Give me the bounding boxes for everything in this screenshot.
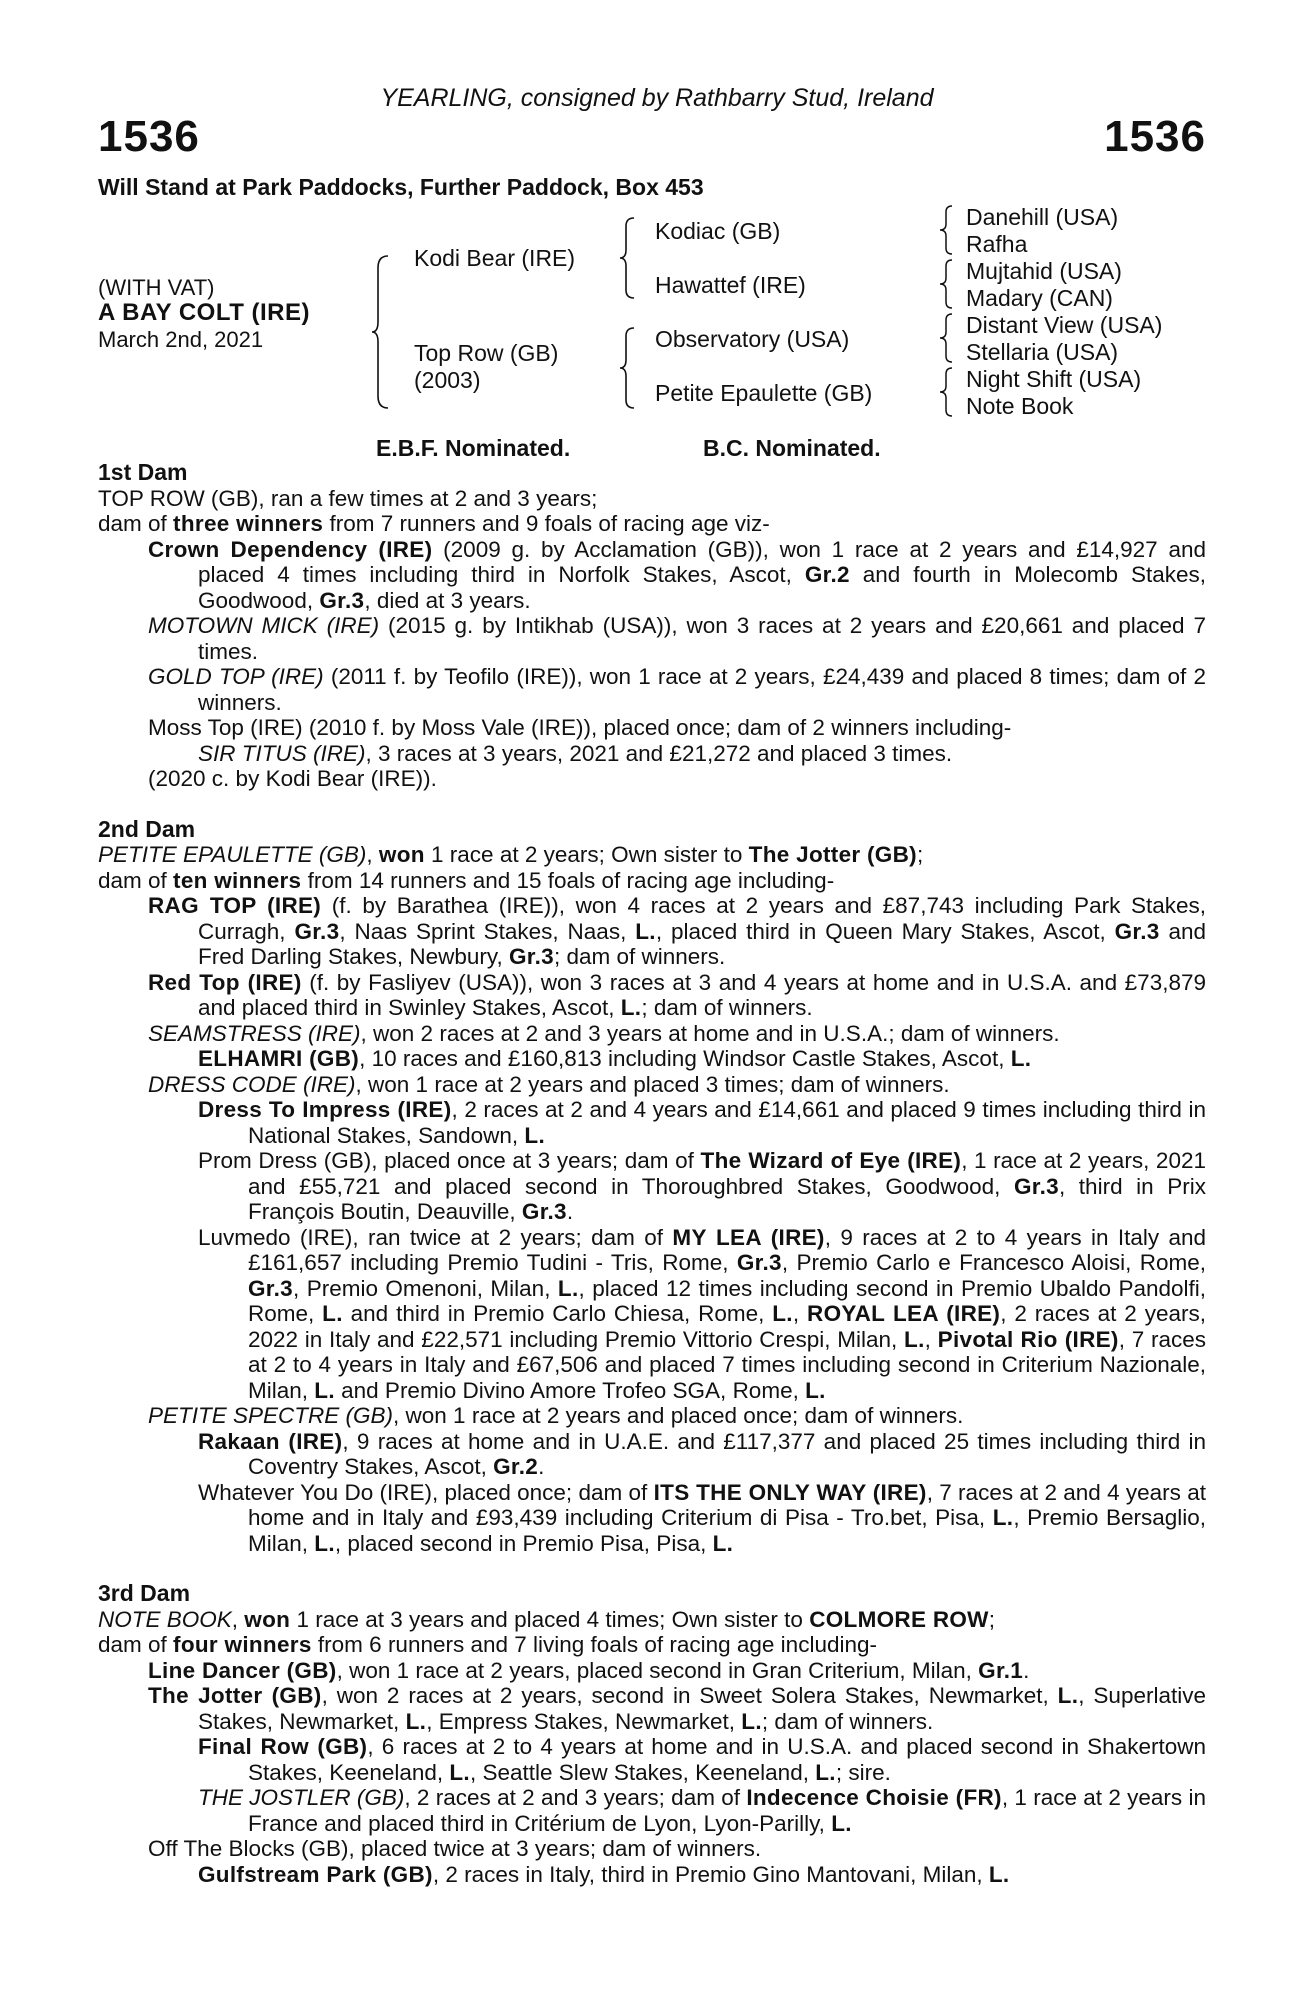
text-run: , 7 races at 2 to 4 years in Italy and £67,506 and placed 7 times including second in Criterium Nazionale, Milan, bbox=[248, 1326, 1206, 1403]
bold-text: L. bbox=[1010, 1046, 1032, 1071]
text-run: and Premio Divino Amore Trofeo SGA, Rome, bbox=[334, 1377, 806, 1403]
text-run: , 9 races at home and in U.A.E. and £117,377 and placed 25 times including third in Coventry Stakes, Ascot, bbox=[248, 1428, 1206, 1479]
bold-text: Rakaan (IRE) bbox=[198, 1428, 343, 1454]
record-entry bbox=[148, 1658, 1206, 1684]
record-entry bbox=[148, 1836, 1206, 1862]
bold-text: L. bbox=[1057, 1683, 1079, 1708]
text-run: , Empress Stakes, Newmarket, bbox=[426, 1708, 742, 1734]
bold-text: ten winners bbox=[173, 867, 302, 893]
bold-text: Indecence Choisie (FR) bbox=[746, 1785, 1002, 1810]
dam-name: Top Row (GB) bbox=[414, 340, 559, 366]
record-entry bbox=[198, 1429, 1206, 1480]
bold-text: L. bbox=[815, 1759, 836, 1785]
lot-number-left: 1536 bbox=[98, 112, 200, 161]
dam-foaling-year: (2003) bbox=[414, 367, 481, 393]
text-run: . bbox=[1023, 1657, 1030, 1683]
bc-nomination: B.C. Nominated. bbox=[703, 435, 881, 461]
bold-text: L. bbox=[831, 1810, 852, 1836]
text-run: , 2 races at 2 years, 2022 in Italy and £22,571 including Premio Vittorio Crespi, Milan, bbox=[248, 1301, 1206, 1352]
dam-dam-name: Petite Epaulette (GB) bbox=[655, 380, 873, 406]
bold-text: Line Dancer (GB) bbox=[148, 1657, 337, 1683]
italic-text: NOTE BOOK bbox=[98, 1606, 232, 1632]
text-run: TOP ROW (GB), ran a few times at 2 and 3 years; bbox=[98, 485, 598, 511]
bold-text: L. bbox=[524, 1122, 546, 1148]
text-run: , bbox=[366, 842, 379, 867]
text-run: , third in Prix François Boutin, Deauville, bbox=[248, 1173, 1206, 1224]
text-run: (2020 c. by Kodi Bear (IRE)). bbox=[148, 766, 437, 791]
grandparent-2: Rafha bbox=[966, 231, 1028, 257]
bold-text: Gr.3 bbox=[508, 944, 554, 969]
text-run: from 6 runners and 7 living foals of racing age including- bbox=[311, 1632, 877, 1657]
bold-text: Gr.3 bbox=[248, 1275, 293, 1301]
text-run: . bbox=[566, 1199, 574, 1224]
text-run: dam of bbox=[98, 867, 174, 893]
bracket-main bbox=[372, 254, 392, 410]
text-run: ; sire. bbox=[835, 1759, 891, 1785]
bold-text: L. bbox=[805, 1377, 826, 1403]
text-run: and third in Premio Carlo Chiesa, Rome, bbox=[342, 1301, 773, 1326]
record-entry bbox=[148, 893, 1206, 970]
bold-text: The Wizard of Eye (IRE) bbox=[700, 1148, 962, 1173]
bold-text: L. bbox=[322, 1301, 343, 1326]
record-entry bbox=[148, 970, 1206, 1021]
record-entry bbox=[148, 1403, 1206, 1429]
text-run: , won 1 race at 2 years and placed 3 times; dam of winners. bbox=[355, 1071, 950, 1097]
sire-sire-name: Kodiac (GB) bbox=[655, 218, 781, 244]
record-entry bbox=[98, 868, 1206, 894]
bold-text: L. bbox=[557, 1275, 579, 1301]
text-run: , 2 races at 2 and 3 years; dam of bbox=[404, 1785, 747, 1810]
bold-text: Dress To Impress (IRE) bbox=[198, 1097, 452, 1122]
text-run: (f. by Barathea (IRE)), won 4 races at 2 years and £87,743 including Park Stakes, Curragh, bbox=[198, 893, 1206, 944]
text-run: , bbox=[924, 1326, 938, 1352]
bold-text: L. bbox=[992, 1505, 1014, 1530]
text-run: , placed 12 times including second in Premio Ubaldo Pandolfi, Rome, bbox=[248, 1275, 1207, 1326]
grandparent-5: Distant View (USA) bbox=[966, 312, 1163, 338]
italic-text: DRESS CODE (IRE) bbox=[148, 1071, 356, 1097]
bold-text: L. bbox=[620, 995, 642, 1020]
grandparent-7: Night Shift (USA) bbox=[966, 366, 1142, 392]
text-run: Moss Top (IRE) (2010 f. by Moss Vale (IRE)), placed once; dam of 2 winners including- bbox=[148, 715, 1012, 740]
text-run: 1 race at 2 years; Own sister to bbox=[424, 842, 749, 867]
record-entry bbox=[198, 1785, 1206, 1836]
text-run: , placed second in Premio Pisa, Pisa, bbox=[334, 1530, 713, 1556]
text-run: , won 2 races at 2 and 3 years at home and in U.S.A.; dam of winners. bbox=[360, 1020, 1060, 1046]
record-entry bbox=[148, 1072, 1206, 1098]
bold-text: L. bbox=[314, 1530, 335, 1556]
record-entry bbox=[148, 613, 1206, 664]
bold-text: Gr.3 bbox=[736, 1250, 782, 1275]
record-entry bbox=[98, 842, 1206, 868]
italic-text: PETITE SPECTRE (GB) bbox=[148, 1403, 394, 1428]
bold-text: three winners bbox=[173, 511, 324, 536]
record-entry bbox=[98, 1607, 1206, 1633]
record-entry bbox=[198, 1097, 1206, 1148]
section-heading: 3rd Dam bbox=[98, 1580, 191, 1606]
bold-text: RAG TOP (IRE) bbox=[148, 893, 322, 918]
bold-text: Gr.3 bbox=[521, 1199, 567, 1224]
text-run: , 6 races at 2 to 4 years at home and in U.S.A. and placed second in Shakertown Stakes, Keeneland, bbox=[248, 1734, 1206, 1785]
text-run: , Premio Bersaglio, Milan, bbox=[248, 1505, 1207, 1556]
text-run: , bbox=[792, 1301, 808, 1326]
text-run: Prom Dress (GB), placed once at 3 years; dam of bbox=[198, 1148, 701, 1173]
text-run: , 1 race at 2 years in France and placed third in Critérium de Lyon, Lyon-Parilly, bbox=[248, 1785, 1206, 1836]
text-run: , 9 races at 2 to 4 years in Italy and £161,657 including Premio Tudini - Tris, Rome, bbox=[248, 1224, 1206, 1275]
bracket-g3 bbox=[940, 312, 954, 364]
italic-text: GOLD TOP (IRE) bbox=[148, 664, 324, 689]
text-run: ; dam of winners. bbox=[641, 995, 813, 1020]
text-run: , 7 races at 2 and 4 years at home and in Italy and £93,439 including Criterium di Pisa - Tro.bet, Pisa, bbox=[248, 1479, 1206, 1530]
text-run: ; bbox=[988, 1606, 995, 1632]
bold-text: Gr.3 bbox=[1014, 1173, 1059, 1199]
grandparent-4: Madary (CAN) bbox=[966, 285, 1113, 311]
sire-dam-name: Hawattef (IRE) bbox=[655, 272, 806, 298]
dam-sire-name: Observatory (USA) bbox=[655, 326, 850, 352]
text-run: ; dam of winners. bbox=[761, 1708, 934, 1734]
text-run: , placed third in Queen Mary Stakes, Ascot, bbox=[655, 918, 1115, 944]
text-run: , won 1 race at 2 years and placed once; dam of winners. bbox=[393, 1403, 964, 1428]
text-run: (2011 f. by Teofilo (IRE)), won 1 race at 2 years, £24,439 and placed 8 times; dam of 2 winners. bbox=[198, 664, 1206, 715]
date-of-birth: March 2nd, 2021 bbox=[98, 327, 264, 352]
italic-text: MOTOWN MICK (IRE) bbox=[148, 613, 380, 638]
bold-text: ITS THE ONLY WAY (IRE) bbox=[653, 1479, 927, 1505]
bracket-g4 bbox=[940, 366, 954, 418]
bold-text: L. bbox=[741, 1708, 762, 1734]
italic-text: SIR TITUS (IRE) bbox=[198, 740, 366, 766]
bold-text: Gr.2 bbox=[804, 562, 850, 587]
record-entry bbox=[148, 766, 1206, 792]
record-entry bbox=[98, 486, 1206, 512]
bold-text: L. bbox=[405, 1708, 427, 1734]
text-run: , died at 3 years. bbox=[364, 587, 531, 613]
text-run: from 7 runners and 9 foals of racing age viz- bbox=[323, 511, 770, 536]
bold-text: L. bbox=[314, 1377, 335, 1403]
record-entry bbox=[98, 1632, 1206, 1658]
text-run: from 14 runners and 15 foals of racing age including- bbox=[301, 867, 835, 893]
section-heading: 2nd Dam bbox=[98, 815, 196, 842]
bold-text: won bbox=[244, 1606, 291, 1632]
grandparent-1: Danehill (USA) bbox=[966, 204, 1119, 230]
record-entry bbox=[198, 1046, 1206, 1072]
bold-text: L. bbox=[712, 1530, 734, 1556]
bold-text: Gr.3 bbox=[294, 918, 340, 944]
produce-record bbox=[98, 460, 1206, 1887]
text-run: , 2 races at 2 and 4 years and £14,661 and placed 9 times including third in National Stakes, Sandown, bbox=[248, 1097, 1206, 1148]
bold-text: Final Row (GB) bbox=[198, 1734, 368, 1759]
italic-text: THE JOSTLER (GB) bbox=[198, 1785, 405, 1810]
vat-note: (WITH VAT) bbox=[98, 275, 215, 300]
grandparent-8: Note Book bbox=[966, 393, 1074, 419]
grandparent-6: Stellaria (USA) bbox=[966, 339, 1119, 365]
text-run: 1 race at 3 years and placed 4 times; Own sister to bbox=[290, 1606, 810, 1632]
bracket-g1 bbox=[940, 204, 954, 256]
text-run: . bbox=[538, 1454, 545, 1479]
bold-text: Gr.3 bbox=[319, 587, 365, 613]
text-run: , 3 races at 3 years, 2021 and £21,272 and placed 3 times. bbox=[365, 740, 953, 766]
text-run: (2009 g. by Acclamation (GB)), won 1 race at 2 years and £14,927 and placed 4 times including third in Norfolk Stakes, Ascot, bbox=[198, 536, 1206, 587]
record-entry bbox=[198, 1862, 1206, 1888]
record-entry bbox=[198, 1225, 1206, 1404]
bold-text: L. bbox=[635, 918, 656, 944]
bold-text: The Jotter (GB) bbox=[148, 1683, 322, 1708]
bold-text: L. bbox=[772, 1301, 793, 1326]
text-run: , won 2 races at 2 years, second in Sweet Solera Stakes, Newmarket, bbox=[321, 1683, 1058, 1708]
text-run: , bbox=[231, 1606, 245, 1632]
bracket-sire bbox=[620, 216, 636, 300]
text-run: , won 1 race at 2 years, placed second in Gran Criterium, Milan, bbox=[336, 1657, 979, 1683]
bold-text: Gr.2 bbox=[493, 1454, 539, 1479]
consignor-line: YEARLING, consigned by Rathbarry Stud, Ireland bbox=[380, 84, 934, 112]
text-run: (f. by Fasliyev (USA)), won 3 races at 3 and 4 years at home and in U.S.A. and £73,879 and placed third in Swinley Stakes, Ascot, bbox=[198, 969, 1206, 1020]
grandparent-3: Mujtahid (USA) bbox=[966, 258, 1122, 284]
text-run: (2015 g. by Intikhab (USA)), won 3 races at 2 years and £20,661 and placed 7 times. bbox=[198, 613, 1206, 664]
record-entry bbox=[148, 664, 1206, 715]
bold-text: Gr.1 bbox=[978, 1657, 1024, 1683]
section-heading: 1st Dam bbox=[98, 459, 188, 485]
horse-name: A BAY COLT (IRE) bbox=[98, 299, 311, 326]
record-entry bbox=[198, 1734, 1206, 1785]
bracket-dam bbox=[620, 326, 636, 410]
bold-text: MY LEA (IRE) bbox=[672, 1224, 825, 1250]
bold-text: L. bbox=[449, 1759, 470, 1785]
text-run: Luvmedo (IRE), ran twice at 2 years; dam of bbox=[198, 1224, 673, 1250]
record-entry bbox=[148, 537, 1206, 614]
text-run: ; bbox=[916, 842, 924, 867]
record-entry bbox=[198, 1480, 1206, 1557]
bold-text: L. bbox=[904, 1326, 925, 1352]
text-run: , 2 races in Italy, third in Premio Gino Mantovani, Milan, bbox=[432, 1861, 989, 1887]
text-run: , 1 race at 2 years, 2021 and £55,721 and placed second in Thoroughbred Stakes, Goodwood, bbox=[248, 1148, 1206, 1199]
record-entry bbox=[148, 1021, 1206, 1047]
bold-text: Gulfstream Park (GB) bbox=[198, 1861, 433, 1887]
text-run: , Superlative Stakes, Newmarket, bbox=[198, 1683, 1206, 1734]
bold-text: four winners bbox=[173, 1632, 312, 1657]
bracket-g2 bbox=[940, 258, 954, 310]
italic-text: PETITE EPAULETTE (GB) bbox=[98, 842, 367, 867]
text-run: , Premio Omenoni, Milan, bbox=[292, 1275, 558, 1301]
italic-text: SEAMSTRESS (IRE) bbox=[148, 1020, 361, 1046]
stand-location: Will Stand at Park Paddocks, Further Paddock, Box 453 bbox=[98, 174, 704, 200]
record-entry bbox=[198, 1148, 1206, 1225]
record-entry bbox=[148, 715, 1206, 741]
text-run: , 10 races and £160,813 including Windsor Castle Stakes, Ascot, bbox=[359, 1046, 1011, 1071]
text-run: Whatever You Do (IRE), placed once; dam of bbox=[198, 1479, 654, 1505]
text-run: and Fred Darling Stakes, Newbury, bbox=[198, 918, 1207, 969]
record-entry bbox=[98, 511, 1206, 537]
ebf-nomination: E.B.F. Nominated. bbox=[376, 435, 571, 461]
text-run: , Premio Carlo e Francesco Aloisi, Rome, bbox=[781, 1250, 1206, 1275]
text-run: dam of bbox=[98, 1632, 174, 1657]
bold-text: ELHAMRI (GB) bbox=[198, 1046, 360, 1071]
text-run: ; dam of winners. bbox=[553, 944, 726, 969]
lot-number-right: 1536 bbox=[1104, 112, 1206, 161]
text-run: , Naas Sprint Stakes, Naas, bbox=[339, 918, 636, 944]
bold-text: Gr.3 bbox=[1114, 918, 1160, 944]
bold-text: Pivotal Rio (IRE) bbox=[937, 1326, 1119, 1352]
bold-text: L. bbox=[988, 1861, 1010, 1887]
bold-text: ROYAL LEA (IRE) bbox=[807, 1301, 1001, 1326]
bold-text: The Jotter (GB) bbox=[748, 842, 917, 867]
bold-text: won bbox=[378, 842, 425, 867]
text-run: Off The Blocks (GB), placed twice at 3 years; dam of winners. bbox=[148, 1836, 762, 1861]
sire-name: Kodi Bear (IRE) bbox=[414, 245, 576, 271]
text-run: and fourth in Molecomb Stakes, Goodwood, bbox=[198, 562, 1207, 613]
bold-text: COLMORE ROW bbox=[809, 1606, 989, 1632]
record-entry bbox=[148, 1683, 1206, 1734]
bold-text: Crown Dependency (IRE) bbox=[148, 536, 433, 562]
text-run: , Seattle Slew Stakes, Keeneland, bbox=[470, 1759, 816, 1785]
bold-text: Red Top (IRE) bbox=[148, 969, 302, 995]
record-entry bbox=[198, 741, 1206, 767]
text-run: dam of bbox=[98, 511, 174, 536]
